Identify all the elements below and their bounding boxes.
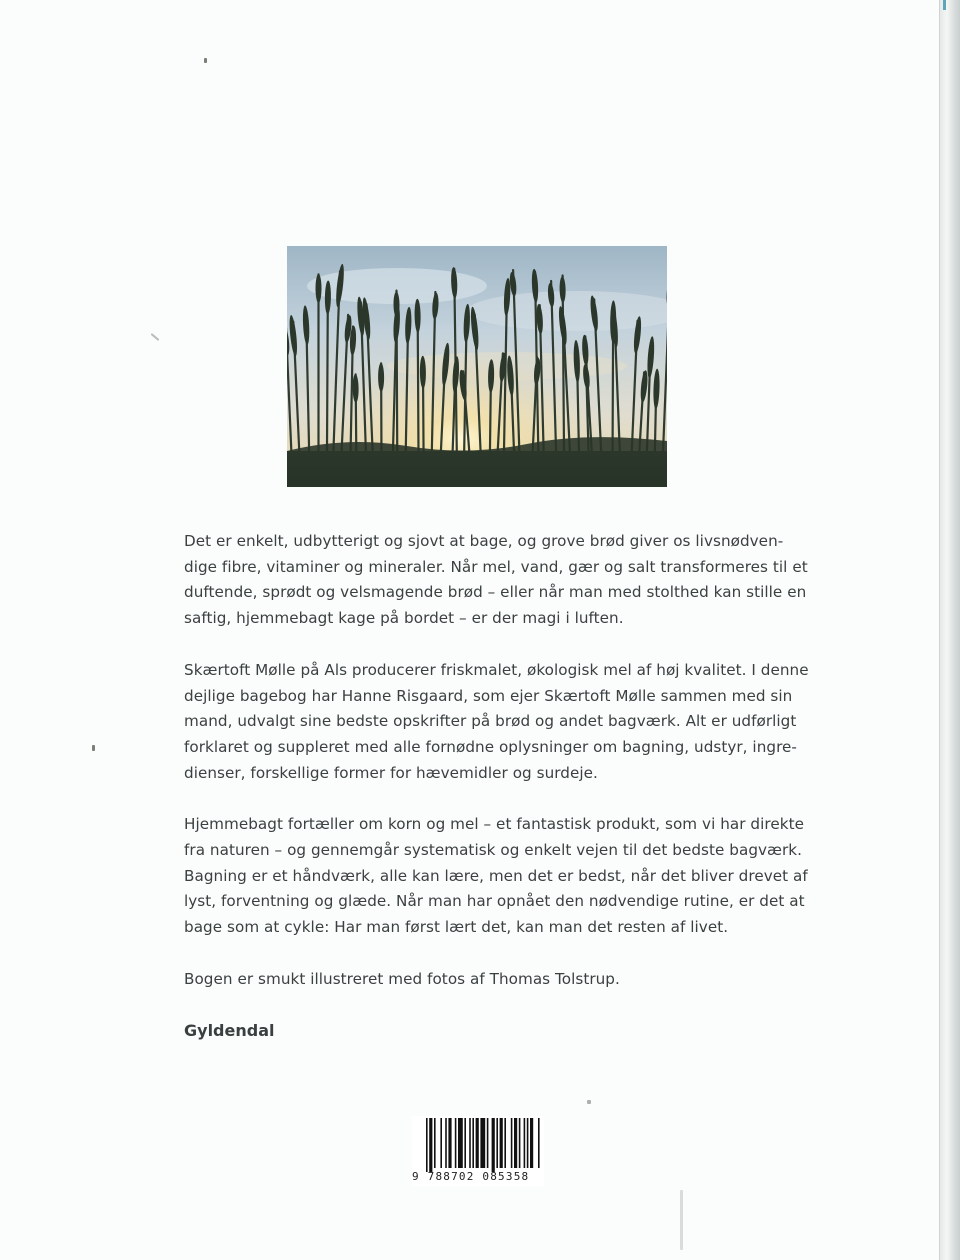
barcode-bar: [487, 1118, 489, 1168]
barcode-bar: [464, 1118, 466, 1168]
barcode-bar: [429, 1118, 432, 1172]
barcode-bar: [480, 1118, 485, 1168]
barcode-bar: [426, 1118, 428, 1172]
edge-mark: [943, 0, 946, 10]
blurb-paragraph: [184, 658, 809, 787]
barcode-bar: [455, 1118, 457, 1168]
blurb-line: mand, udvalgt sine bedste opskrifter på brød og andet bagværk. Alt er udførligt: [184, 712, 797, 731]
barcode-bar: [434, 1118, 436, 1168]
barcode-bar: [440, 1118, 442, 1168]
wheat-head: [316, 274, 322, 303]
blurb-line: dejlige bagebog har Hanne Risgaard, som ejer Skærtoft Mølle sammen med sin: [184, 686, 793, 705]
barcode-bar: [458, 1118, 463, 1168]
barcode-bar: [538, 1118, 540, 1168]
blurb-line: dige fibre, vitaminer og mineraler. Når mel, vand, gær og salt transformeres til et: [184, 557, 808, 576]
blurb-paragraph: [184, 529, 808, 632]
barcode-bar: [530, 1118, 533, 1168]
speck: [587, 1100, 591, 1104]
barcode-bar: [445, 1118, 447, 1168]
spine-edge: [939, 0, 960, 1260]
barcode-bar: [514, 1118, 517, 1168]
blurb-paragraph: [184, 967, 784, 993]
speck: [151, 333, 160, 341]
blurb-line: duftende, sprødt og velsmagende brød – eller når man med stolthed kan stille en: [184, 583, 807, 602]
speck: [204, 58, 207, 63]
blurb-line: bage som at cykle: Har man først lært det, kan man det resten af livet.: [184, 918, 729, 937]
isbn-number: 9 788702 085358: [412, 1170, 530, 1183]
blurb-line: fra naturen – og gennemgår systematisk og enkelt vejen til det bedste bagværk.: [184, 841, 803, 860]
barcode-bar: [511, 1118, 513, 1168]
blurb-line: saftig, hjemmebagt kage på bordet – er der magi i luften.: [184, 609, 624, 628]
barcode-bar: [496, 1118, 498, 1168]
blurb-line: Hjemmebagt fortæller om korn og mel – et fantastisk produkt, som vi har direkte: [184, 815, 804, 834]
blurb-line: Bagning er et håndværk, alle kan lære, men det er bedst, når det bliver drevet af: [184, 866, 808, 885]
blurb: [184, 529, 809, 1019]
speck: [92, 745, 95, 751]
blurb-line: lyst, forventning og glæde. Når man har opnået den nødvendige rutine, er det at: [184, 892, 805, 911]
barcode-bar: [527, 1118, 529, 1168]
speck: [680, 1190, 683, 1250]
barcode-bar: [472, 1118, 474, 1168]
publisher-name: Gyldendal: [184, 1021, 275, 1040]
blurb-line: dienser, forskellige former for hævemidler og surdeje.: [184, 763, 598, 782]
barcode-bar: [469, 1118, 471, 1168]
blurb-paragraph: [184, 812, 808, 941]
barcode-bar: [500, 1118, 503, 1168]
wheat-field-sunset-photo: [287, 246, 667, 487]
barcode-bar: [519, 1118, 521, 1168]
barcode-bar: [524, 1118, 526, 1168]
blurb-line: forklaret og suppleret med alle fornødne oplysninger om bagning, udstyr, ingre-: [184, 737, 797, 756]
isbn-barcode: [412, 1116, 544, 1186]
barcode-bar: [476, 1118, 479, 1168]
barcode-bar: [492, 1118, 495, 1172]
blurb-line: Skærtoft Mølle på Als producerer friskmalet, økologisk mel af høj kvalitet. I denne: [184, 660, 809, 679]
barcode-bar: [448, 1118, 451, 1168]
barcode-bar: [504, 1118, 506, 1168]
blurb-line: Bogen er smukt illustreret med fotos af Thomas Tolstrup.: [184, 969, 620, 988]
blurb-line: Det er enkelt, udbytterigt og sjovt at bage, og grove brød giver os livsnødven-: [184, 532, 784, 550]
